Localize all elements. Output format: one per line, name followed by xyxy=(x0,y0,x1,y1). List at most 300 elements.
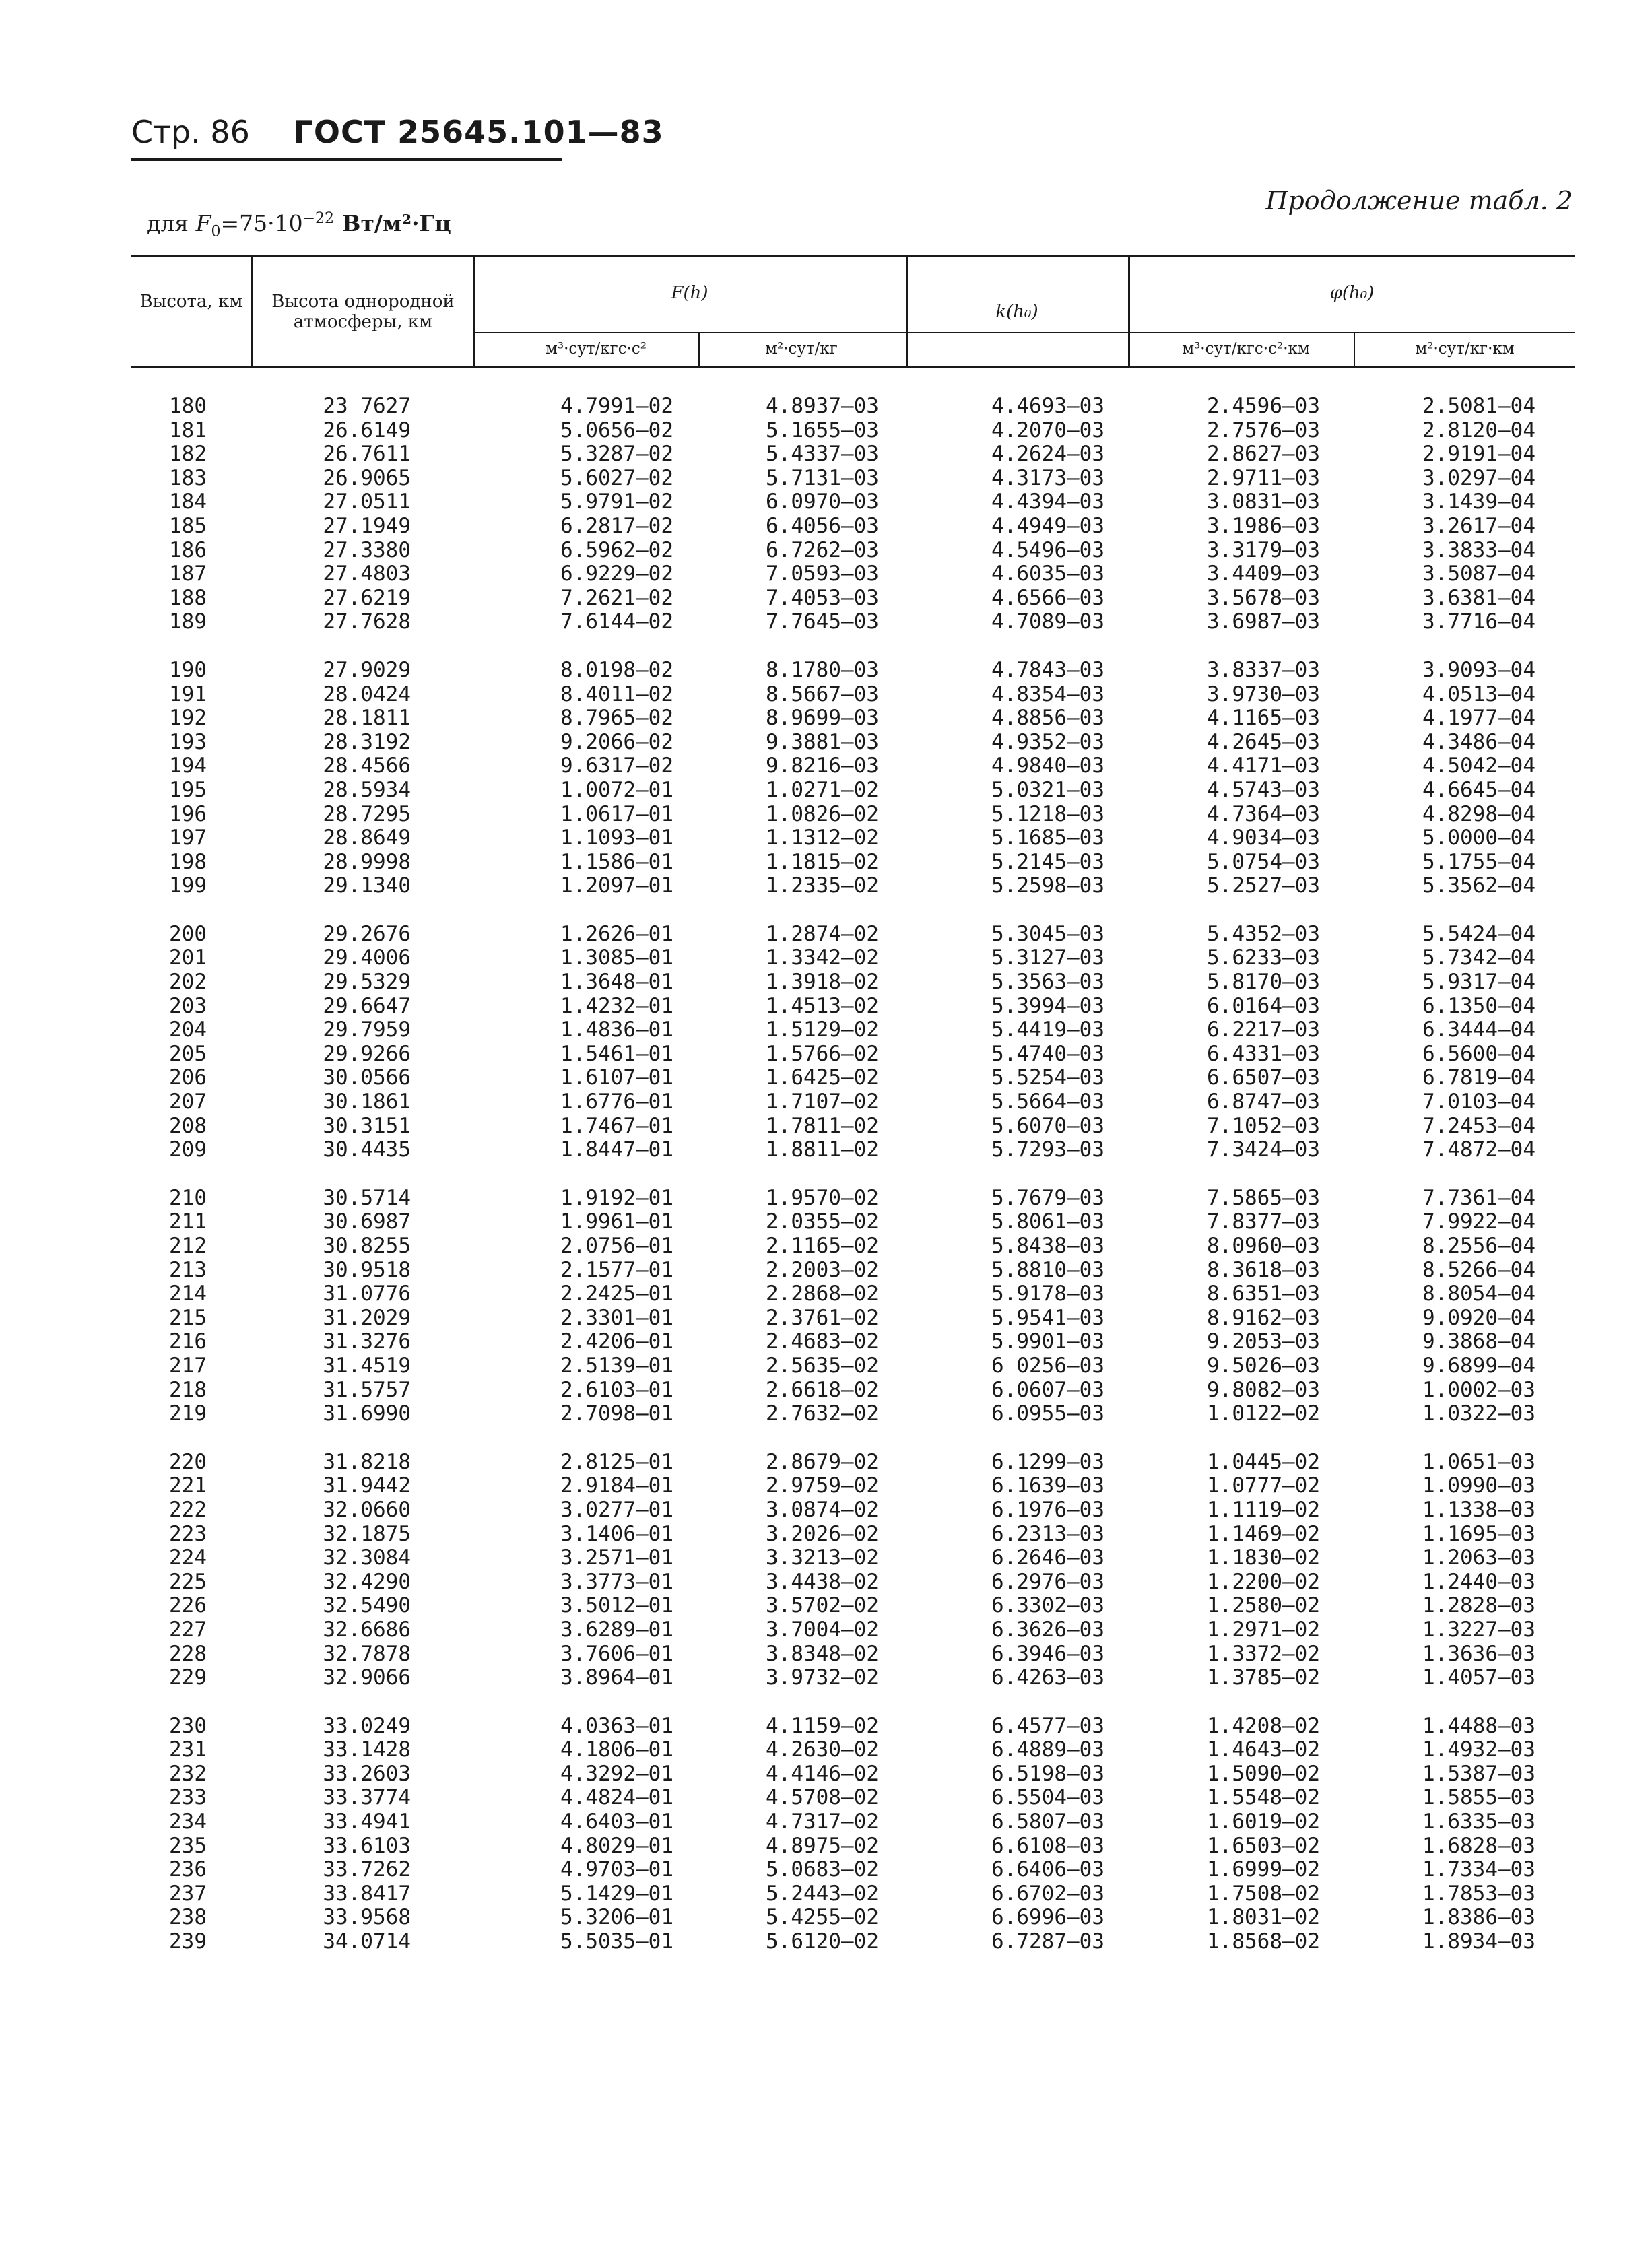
header-phi xyxy=(1131,283,1573,303)
cell-height: 234 xyxy=(169,1809,207,1834)
cell-phi-col1: 3.4409—03 xyxy=(1207,562,1320,587)
cell-height: 238 xyxy=(169,1905,207,1930)
cell-phi-col1: 5.8170—03 xyxy=(1207,970,1320,995)
cell-phi-col2: 3.3833—04 xyxy=(1422,537,1535,562)
table-row xyxy=(0,1282,1652,1306)
table-row xyxy=(0,1187,1652,1211)
cell-F-col2: 4.8937—03 xyxy=(766,394,879,418)
cell-height: 189 xyxy=(169,609,207,634)
cell-F-col2: 5.4255—02 xyxy=(766,1905,879,1930)
cell-F-col1: 1.9192—01 xyxy=(560,1185,673,1210)
cell-phi-col2: 1.7334—03 xyxy=(1422,1857,1535,1882)
cell-homogeneous-height: 31.5757 xyxy=(323,1377,411,1402)
cell-F-col1: 1.6776—01 xyxy=(560,1090,673,1115)
table-row xyxy=(0,1882,1652,1906)
cell-k: 5.7679—03 xyxy=(991,1185,1104,1210)
cell-phi-col2: 3.7716—04 xyxy=(1422,609,1535,634)
cell-height: 236 xyxy=(169,1857,207,1882)
header-phi-label: φ(h₀) xyxy=(1329,283,1375,303)
cell-height: 219 xyxy=(169,1401,207,1426)
header-F-label: F(h) xyxy=(671,283,708,303)
cell-F-col2: 2.9759—02 xyxy=(766,1473,879,1498)
cell-homogeneous-height: 30.9518 xyxy=(323,1257,411,1282)
cell-F-col2: 4.4146—02 xyxy=(766,1761,879,1786)
cell-height: 181 xyxy=(169,418,207,442)
cell-F-col2: 3.9732—02 xyxy=(766,1665,879,1690)
cell-F-col1: 1.0617—01 xyxy=(560,801,673,826)
cell-k: 4.2624—03 xyxy=(991,442,1104,467)
cell-phi-col1: 4.9034—03 xyxy=(1207,826,1320,851)
col-divider-phi xyxy=(1354,333,1355,366)
cell-homogeneous-height: 32.4290 xyxy=(323,1569,411,1594)
cell-homogeneous-height: 27.9029 xyxy=(323,657,411,682)
table-row xyxy=(0,1930,1652,1954)
cell-homogeneous-height: 33.9568 xyxy=(323,1905,411,1930)
cell-F-col1: 1.8447—01 xyxy=(560,1137,673,1162)
cell-k: 5.4740—03 xyxy=(991,1041,1104,1066)
table-row xyxy=(0,754,1652,778)
cell-phi-col2: 1.3636—03 xyxy=(1422,1641,1535,1666)
cell-k: 5.5664—03 xyxy=(991,1090,1104,1115)
cell-phi-col2: 1.6335—03 xyxy=(1422,1809,1535,1834)
cell-phi-col1: 3.5678—03 xyxy=(1207,585,1320,610)
cell-k: 6.6996—03 xyxy=(991,1905,1104,1930)
row-group xyxy=(0,923,1652,1162)
cell-F-col1: 5.5035—01 xyxy=(560,1929,673,1954)
cell-phi-col2: 1.4488—03 xyxy=(1422,1713,1535,1738)
cell-phi-col2: 4.6645—04 xyxy=(1422,777,1535,802)
cell-height: 193 xyxy=(169,729,207,754)
cell-homogeneous-height: 31.9442 xyxy=(323,1473,411,1498)
cell-k: 5.9901—03 xyxy=(991,1329,1104,1354)
cell-height: 199 xyxy=(169,873,207,898)
cell-k: 6.4263—03 xyxy=(991,1665,1104,1690)
cell-height: 211 xyxy=(169,1209,207,1234)
cell-phi-col1: 5.4352—03 xyxy=(1207,921,1320,946)
col-divider-f xyxy=(698,333,700,366)
cell-F-col1: 5.3287—02 xyxy=(560,442,673,467)
cell-F-col1: 4.9703—01 xyxy=(560,1857,673,1882)
cell-phi-col1: 4.7364—03 xyxy=(1207,801,1320,826)
cell-homogeneous-height: 29.5329 xyxy=(323,970,411,995)
cell-homogeneous-height: 31.3276 xyxy=(323,1329,411,1354)
cell-F-col2: 2.7632—02 xyxy=(766,1401,879,1426)
standard-number: ГОСТ 25645.101—83 xyxy=(293,114,664,150)
cell-homogeneous-height: 31.6990 xyxy=(323,1401,411,1426)
cell-k: 4.4394—03 xyxy=(991,490,1104,514)
cell-F-col2: 1.0271—02 xyxy=(766,777,879,802)
cell-height: 213 xyxy=(169,1257,207,1282)
cell-phi-col2: 1.8386—03 xyxy=(1422,1905,1535,1930)
cell-phi-col2: 5.7342—04 xyxy=(1422,945,1535,970)
cell-height: 226 xyxy=(169,1593,207,1618)
cell-phi-col2: 3.0297—04 xyxy=(1422,465,1535,490)
row-group xyxy=(0,1187,1652,1426)
cell-F-col2: 1.5766—02 xyxy=(766,1041,879,1066)
cell-k: 6.1639—03 xyxy=(991,1473,1104,1498)
cell-homogeneous-height: 31.4519 xyxy=(323,1353,411,1378)
table-row xyxy=(0,610,1652,634)
cell-homogeneous-height: 26.7611 xyxy=(323,442,411,467)
cell-F-col1: 1.6107—01 xyxy=(560,1065,673,1090)
cell-F-col2: 2.2868—02 xyxy=(766,1282,879,1306)
table-row xyxy=(0,946,1652,970)
cell-k: 6.1976—03 xyxy=(991,1497,1104,1522)
table-row xyxy=(0,1402,1652,1426)
cell-phi-col1: 6.0164—03 xyxy=(1207,993,1320,1018)
cell-F-col2: 2.1165—02 xyxy=(766,1234,879,1258)
cell-height: 195 xyxy=(169,777,207,802)
cell-phi-col1: 3.0831—03 xyxy=(1207,490,1320,514)
cell-homogeneous-height: 30.6987 xyxy=(323,1209,411,1234)
table-row xyxy=(0,1715,1652,1739)
cell-phi-col1: 1.1119—02 xyxy=(1207,1497,1320,1522)
cell-F-col1: 2.8125—01 xyxy=(560,1449,673,1474)
cell-phi-col2: 9.0920—04 xyxy=(1422,1305,1535,1330)
cell-F-col1: 1.4836—01 xyxy=(560,1018,673,1042)
cell-k: 5.9178—03 xyxy=(991,1282,1104,1306)
cell-phi-col1: 1.2971—02 xyxy=(1207,1617,1320,1642)
cell-height: 197 xyxy=(169,826,207,851)
row-group xyxy=(0,395,1652,634)
cell-F-col1: 4.6403—01 xyxy=(560,1809,673,1834)
cell-height: 196 xyxy=(169,801,207,826)
cell-F-col2: 2.6618—02 xyxy=(766,1377,879,1402)
cell-F-col1: 4.1806—01 xyxy=(560,1737,673,1762)
page-number: Стр. 86 xyxy=(131,114,250,150)
cell-phi-col2: 7.4872—04 xyxy=(1422,1137,1535,1162)
cell-phi-col1: 9.8082—03 xyxy=(1207,1377,1320,1402)
cell-phi-col2: 1.3227—03 xyxy=(1422,1617,1535,1642)
cell-homogeneous-height: 27.6219 xyxy=(323,585,411,610)
cell-height: 239 xyxy=(169,1929,207,1954)
cell-k: 4.4949—03 xyxy=(991,513,1104,538)
cell-phi-col2: 1.4057—03 xyxy=(1422,1665,1535,1690)
cell-homogeneous-height: 29.1340 xyxy=(323,873,411,898)
cell-F-col2: 4.7317—02 xyxy=(766,1809,879,1834)
cell-homogeneous-height: 29.7959 xyxy=(323,1018,411,1042)
cell-height: 235 xyxy=(169,1833,207,1858)
cell-k: 6.4577—03 xyxy=(991,1713,1104,1738)
cell-F-col1: 6.2817—02 xyxy=(560,513,673,538)
col-divider-3 xyxy=(906,257,908,366)
cell-height: 184 xyxy=(169,490,207,514)
row-group xyxy=(0,659,1652,898)
cell-F-col2: 5.2443—02 xyxy=(766,1881,879,1906)
cell-homogeneous-height: 28.7295 xyxy=(323,801,411,826)
cell-homogeneous-height: 33.4941 xyxy=(323,1809,411,1834)
cell-phi-col2: 5.5424—04 xyxy=(1422,921,1535,946)
table-row xyxy=(0,803,1652,827)
cell-homogeneous-height: 28.1811 xyxy=(323,706,411,731)
cell-homogeneous-height: 28.3192 xyxy=(323,729,411,754)
cell-height: 201 xyxy=(169,945,207,970)
table-row xyxy=(0,1546,1652,1570)
cell-k: 5.1218—03 xyxy=(991,801,1104,826)
cell-height: 187 xyxy=(169,562,207,587)
cell-homogeneous-height: 32.9066 xyxy=(323,1665,411,1690)
cell-height: 214 xyxy=(169,1282,207,1306)
cell-homogeneous-height: 26.9065 xyxy=(323,465,411,490)
cell-homogeneous-height: 33.1428 xyxy=(323,1737,411,1762)
cell-height: 198 xyxy=(169,849,207,874)
cell-F-col1: 7.2621—02 xyxy=(560,585,673,610)
cell-F-col2: 2.8679—02 xyxy=(766,1449,879,1474)
cell-height: 183 xyxy=(169,465,207,490)
cell-height: 215 xyxy=(169,1305,207,1330)
cell-k: 5.7293—03 xyxy=(991,1137,1104,1162)
table-row xyxy=(0,1570,1652,1595)
cell-k: 5.8810—03 xyxy=(991,1257,1104,1282)
cell-F-col1: 1.2626—01 xyxy=(560,921,673,946)
cell-F-col2: 1.2874—02 xyxy=(766,921,879,946)
cell-phi-col2: 7.0103—04 xyxy=(1422,1090,1535,1115)
cell-phi-col2: 6.7819—04 xyxy=(1422,1065,1535,1090)
table-row xyxy=(0,970,1652,995)
cell-F-col1: 1.7467—01 xyxy=(560,1113,673,1138)
cell-phi-col1: 7.5865—03 xyxy=(1207,1185,1320,1210)
cell-k: 4.4693—03 xyxy=(991,394,1104,418)
table-row xyxy=(0,467,1652,491)
cell-phi-col1: 8.3618—03 xyxy=(1207,1257,1320,1282)
cell-phi-col2: 1.5387—03 xyxy=(1422,1761,1535,1786)
cell-height: 230 xyxy=(169,1713,207,1738)
cell-k: 6.5807—03 xyxy=(991,1809,1104,1834)
cell-F-col2: 9.3881—03 xyxy=(766,729,879,754)
cell-height: 203 xyxy=(169,993,207,1018)
cell-F-col1: 5.6027—02 xyxy=(560,465,673,490)
cell-F-col2: 2.0355—02 xyxy=(766,1209,879,1234)
cell-homogeneous-height: 32.3084 xyxy=(323,1545,411,1570)
table-top-rule xyxy=(131,255,1575,257)
cell-phi-col1: 2.9711—03 xyxy=(1207,465,1320,490)
table-row xyxy=(0,1330,1652,1354)
cell-homogeneous-height: 28.4566 xyxy=(323,754,411,778)
header-height: Высота, км xyxy=(139,292,243,312)
condition-subscript: 0 xyxy=(211,223,221,240)
table-row xyxy=(0,562,1652,587)
cell-phi-col1: 4.5743—03 xyxy=(1207,777,1320,802)
cell-F-col2: 3.2026—02 xyxy=(766,1521,879,1546)
cell-F-col2: 1.4513—02 xyxy=(766,993,879,1018)
cell-F-col1: 1.3648—01 xyxy=(560,970,673,995)
cell-phi-col2: 1.0322—03 xyxy=(1422,1401,1535,1426)
cell-k: 6.7287—03 xyxy=(991,1929,1104,1954)
cell-homogeneous-height: 31.0776 xyxy=(323,1282,411,1306)
cell-phi-col1: 3.3179—03 xyxy=(1207,537,1320,562)
cell-height: 180 xyxy=(169,394,207,418)
cell-homogeneous-height: 31.8218 xyxy=(323,1449,411,1474)
cell-phi-col2: 6.3444—04 xyxy=(1422,1018,1535,1042)
cell-k: 5.3563—03 xyxy=(991,970,1104,995)
cell-homogeneous-height: 31.2029 xyxy=(323,1305,411,1330)
cell-F-col2: 7.0593—03 xyxy=(766,562,879,587)
cell-F-col1: 1.4232—01 xyxy=(560,993,673,1018)
cell-height: 224 xyxy=(169,1545,207,1570)
cell-phi-col1: 1.0445—02 xyxy=(1207,1449,1320,1474)
cell-homogeneous-height: 33.8417 xyxy=(323,1881,411,1906)
cell-F-col2: 8.9699—03 xyxy=(766,706,879,731)
cell-phi-col2: 3.2617—04 xyxy=(1422,513,1535,538)
cell-phi-col2: 1.2063—03 xyxy=(1422,1545,1535,1570)
cell-k: 6.0955—03 xyxy=(991,1401,1104,1426)
cell-homogeneous-height: 27.7628 xyxy=(323,609,411,634)
cell-homogeneous-height: 32.0660 xyxy=(323,1497,411,1522)
cell-F-col1: 8.0198—02 xyxy=(560,657,673,682)
cell-homogeneous-height: 32.5490 xyxy=(323,1593,411,1618)
cell-homogeneous-height: 30.5714 xyxy=(323,1185,411,1210)
cell-k: 6.6108—03 xyxy=(991,1833,1104,1858)
cell-k: 6.3946—03 xyxy=(991,1641,1104,1666)
cell-F-col1: 8.4011—02 xyxy=(560,681,673,706)
cell-F-col1: 1.0072—01 xyxy=(560,777,673,802)
cell-homogeneous-height: 30.1861 xyxy=(323,1090,411,1115)
cell-F-col2: 3.4438—02 xyxy=(766,1569,879,1594)
cell-homogeneous-height: 27.3380 xyxy=(323,537,411,562)
unit-F-col2: м²·сут/кг xyxy=(765,340,838,358)
cell-phi-col1: 3.1986—03 xyxy=(1207,513,1320,538)
cell-homogeneous-height: 27.0511 xyxy=(323,490,411,514)
table-row xyxy=(0,587,1652,611)
cell-phi-col1: 4.1165—03 xyxy=(1207,706,1320,731)
cell-height: 186 xyxy=(169,537,207,562)
col-divider-1 xyxy=(251,257,253,366)
cell-k: 5.6070—03 xyxy=(991,1113,1104,1138)
cell-phi-col1: 3.9730—03 xyxy=(1207,681,1320,706)
table-row xyxy=(0,1306,1652,1331)
cell-phi-col2: 4.1977—04 xyxy=(1422,706,1535,731)
cell-homogeneous-height: 27.4803 xyxy=(323,562,411,587)
cell-F-col2: 5.6120—02 xyxy=(766,1929,879,1954)
unit-F-col1: м³·сут/кгс·с² xyxy=(545,340,647,358)
cell-k: 5.9541—03 xyxy=(991,1305,1104,1330)
cell-F-col1: 9.2066—02 xyxy=(560,729,673,754)
cell-homogeneous-height: 34.0714 xyxy=(323,1929,411,1954)
header-k xyxy=(909,302,1125,322)
cell-height: 228 xyxy=(169,1641,207,1666)
cell-phi-col2: 4.3486—04 xyxy=(1422,729,1535,754)
cell-phi-col1: 2.8627—03 xyxy=(1207,442,1320,467)
cell-F-col2: 1.0826—02 xyxy=(766,801,879,826)
table-condition xyxy=(147,210,451,240)
cell-phi-col1: 1.0777—02 xyxy=(1207,1473,1320,1498)
cell-phi-col1: 2.4596—03 xyxy=(1207,394,1320,418)
row-group xyxy=(0,1451,1652,1690)
cell-F-col1: 2.6103—01 xyxy=(560,1377,673,1402)
cell-k: 4.9840—03 xyxy=(991,754,1104,778)
cell-phi-col1: 1.4208—02 xyxy=(1207,1713,1320,1738)
cell-phi-col1: 4.4171—03 xyxy=(1207,754,1320,778)
cell-F-col1: 5.0656—02 xyxy=(560,418,673,442)
cell-k: 5.3127—03 xyxy=(991,945,1104,970)
table-row xyxy=(0,1042,1652,1067)
condition-unit: Вт/м²·Гц xyxy=(334,210,451,236)
cell-phi-col1: 8.9162—03 xyxy=(1207,1305,1320,1330)
cell-k: 4.2070—03 xyxy=(991,418,1104,442)
condition-equals: =75·10 xyxy=(220,210,303,236)
cell-height: 216 xyxy=(169,1329,207,1354)
cell-phi-col2: 1.0002—03 xyxy=(1422,1377,1535,1402)
cell-F-col1: 3.1406—01 xyxy=(560,1521,673,1546)
cell-homogeneous-height: 32.6686 xyxy=(323,1617,411,1642)
cell-phi-col1: 7.1052—03 xyxy=(1207,1113,1320,1138)
cell-phi-col2: 2.8120—04 xyxy=(1422,418,1535,442)
cell-F-col1: 1.1093—01 xyxy=(560,826,673,851)
cell-homogeneous-height: 30.0566 xyxy=(323,1065,411,1090)
cell-phi-col2: 5.0000—04 xyxy=(1422,826,1535,851)
cell-phi-col1: 3.8337—03 xyxy=(1207,657,1320,682)
cell-phi-col1: 1.5548—02 xyxy=(1207,1785,1320,1810)
table-row xyxy=(0,1786,1652,1810)
cell-phi-col2: 1.1695—03 xyxy=(1422,1521,1535,1546)
cell-phi-col1: 1.3785—02 xyxy=(1207,1665,1320,1690)
cell-F-col2: 2.2003—02 xyxy=(766,1257,879,1282)
table-row xyxy=(0,778,1652,803)
table-row xyxy=(0,683,1652,707)
cell-phi-col2: 4.0513—04 xyxy=(1422,681,1535,706)
cell-F-col1: 6.5962—02 xyxy=(560,537,673,562)
cell-F-col1: 4.3292—01 xyxy=(560,1761,673,1786)
table-row xyxy=(0,1666,1652,1690)
cell-height: 231 xyxy=(169,1737,207,1762)
cell-F-col1: 4.4824—01 xyxy=(560,1785,673,1810)
cell-F-col2: 8.5667—03 xyxy=(766,681,879,706)
cell-phi-col1: 5.6233—03 xyxy=(1207,945,1320,970)
cell-F-col2: 4.8975—02 xyxy=(766,1833,879,1858)
table-row xyxy=(0,514,1652,539)
subheader-rule xyxy=(473,332,1575,333)
cell-F-col1: 3.5012—01 xyxy=(560,1593,673,1618)
header-rule xyxy=(131,158,562,161)
cell-k: 6.1299—03 xyxy=(991,1449,1104,1474)
unit-phi-col1: м³·сут/кгс·с²·км xyxy=(1182,340,1310,358)
cell-F-col1: 1.9961—01 xyxy=(560,1209,673,1234)
cell-F-col2: 1.3342—02 xyxy=(766,945,879,970)
cell-F-col2: 1.1312—02 xyxy=(766,826,879,851)
table-row xyxy=(0,1354,1652,1378)
cell-phi-col2: 9.3868—04 xyxy=(1422,1329,1535,1354)
cell-phi-col2: 1.6828—03 xyxy=(1422,1833,1535,1858)
table-row xyxy=(0,1498,1652,1523)
cell-height: 222 xyxy=(169,1497,207,1522)
cell-phi-col2: 1.2440—03 xyxy=(1422,1569,1535,1594)
cell-F-col1: 5.1429—01 xyxy=(560,1881,673,1906)
cell-F-col2: 2.5635—02 xyxy=(766,1353,879,1378)
cell-homogeneous-height: 26.6149 xyxy=(323,418,411,442)
cell-k: 4.6035—03 xyxy=(991,562,1104,587)
condition-prefix: для xyxy=(147,210,196,236)
table-row xyxy=(0,1738,1652,1762)
cell-F-col2: 3.3213—02 xyxy=(766,1545,879,1570)
cell-phi-col2: 2.5081—04 xyxy=(1422,394,1535,418)
cell-phi-col1: 1.6019—02 xyxy=(1207,1809,1320,1834)
cell-F-col2: 5.4337—03 xyxy=(766,442,879,467)
cell-phi-col1: 6.6507—03 xyxy=(1207,1065,1320,1090)
cell-homogeneous-height: 28.5934 xyxy=(323,777,411,802)
cell-height: 190 xyxy=(169,657,207,682)
table-continuation-label: Продолжение табл. 2 xyxy=(1265,186,1573,215)
cell-phi-col1: 1.2580—02 xyxy=(1207,1593,1320,1618)
cell-phi-col1: 1.6503—02 xyxy=(1207,1833,1320,1858)
cell-F-col2: 6.4056—03 xyxy=(766,513,879,538)
table-row xyxy=(0,1138,1652,1162)
cell-F-col1: 7.6144—02 xyxy=(560,609,673,634)
cell-phi-col1: 1.1830—02 xyxy=(1207,1545,1320,1570)
cell-F-col2: 1.3918—02 xyxy=(766,970,879,995)
cell-F-col1: 2.7098—01 xyxy=(560,1401,673,1426)
cell-height: 192 xyxy=(169,706,207,731)
cell-F-col2: 1.5129—02 xyxy=(766,1018,879,1042)
